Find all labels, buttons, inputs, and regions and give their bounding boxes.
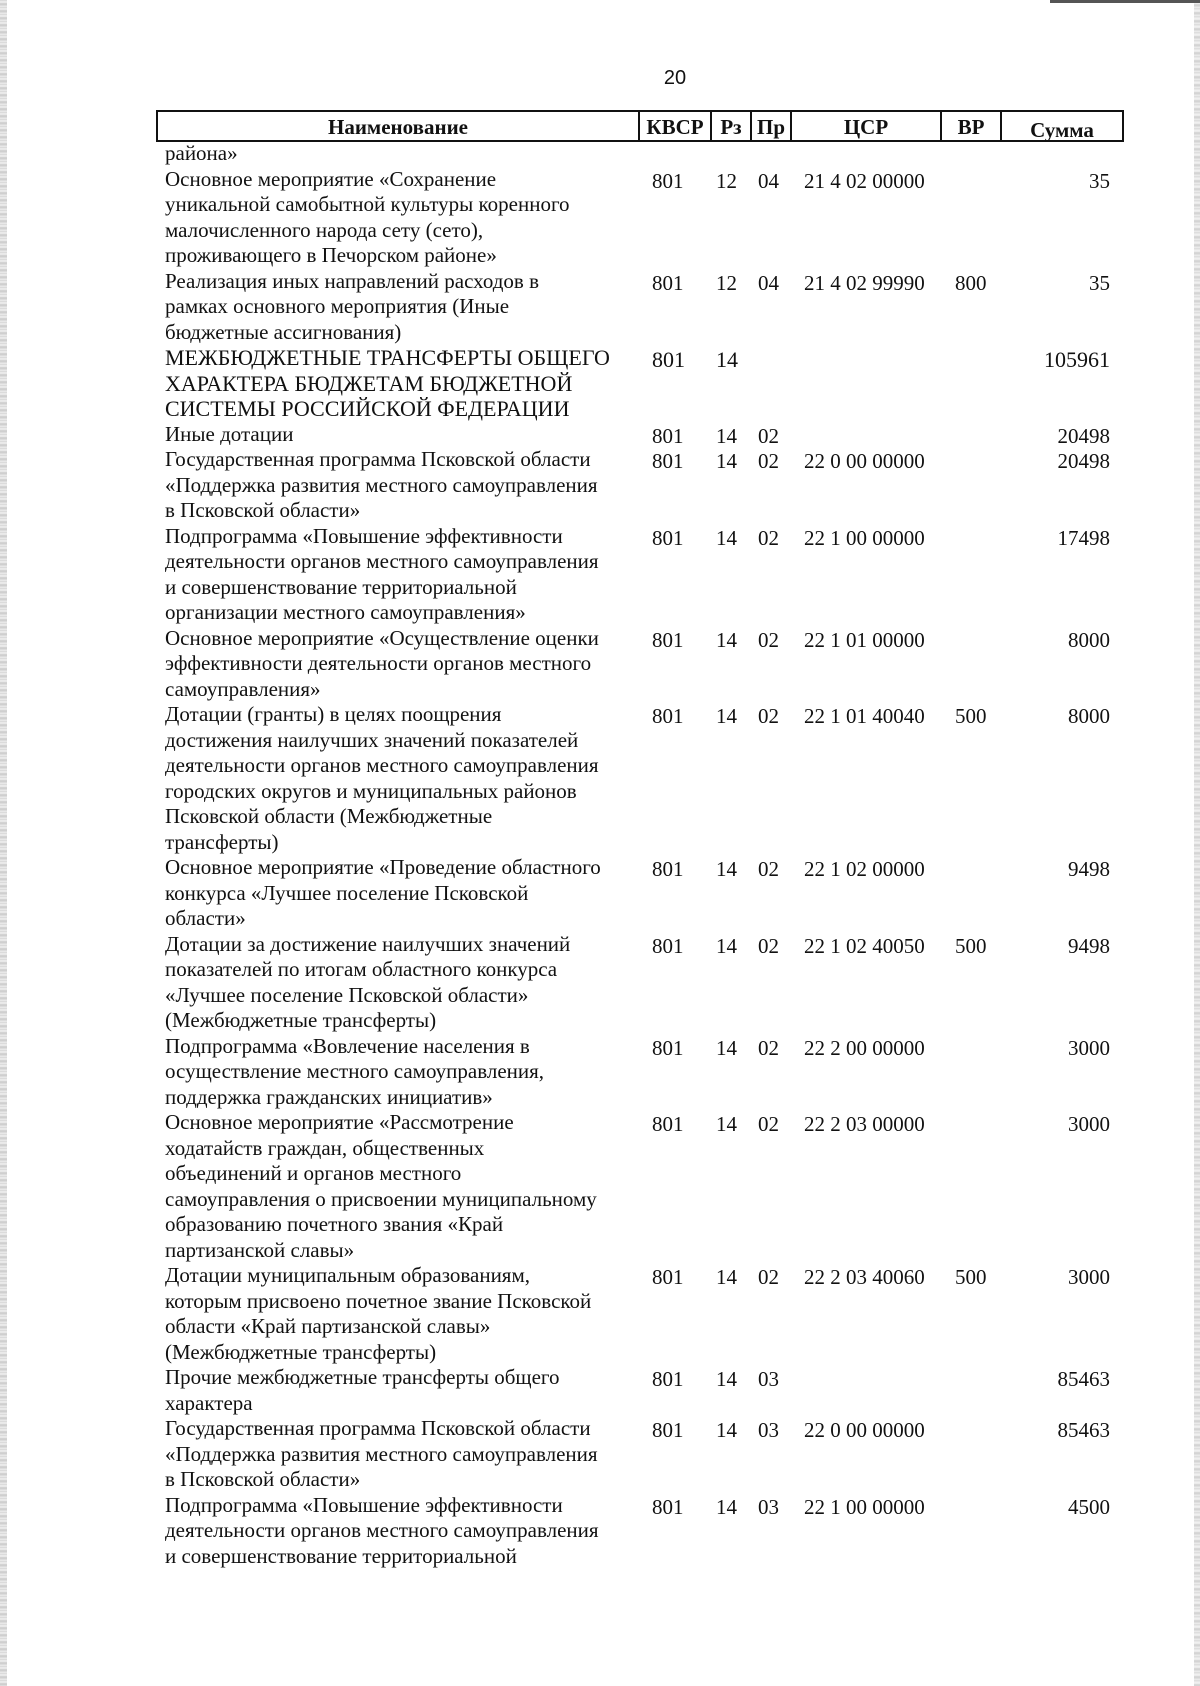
row-kvsr: 801 [652,1035,684,1060]
row-name-line: Псковской области (Межбюджетные [165,804,493,828]
row-pr: 02 [758,1265,779,1289]
table-row [0,1110,1200,1263]
row-pr: 04 [758,168,779,193]
row-pr: 02 [758,525,779,550]
row-name-line: объединений и органов местного [165,1161,462,1185]
row-kvsr: 801 [652,1494,684,1519]
row-pr: 02 [758,704,779,728]
row-name [165,422,629,448]
row-name [165,626,629,703]
row-kvsr: 801 [652,423,684,448]
row-sum: 4500 [1068,1494,1110,1519]
row-rz: 14 [716,1494,737,1519]
row-name-line: организации местного самоуправления» [165,600,526,624]
row-rz: 14 [716,1367,737,1391]
row-name-line: «Лучшее поселение Псковской области» [165,982,529,1007]
row-kvsr: 801 [652,1112,684,1136]
table-row [0,1493,1200,1570]
row-kvsr: 801 [652,704,684,728]
row-sum: 3000 [1068,1035,1110,1060]
table-row [0,269,1200,346]
row-name-line: Подпрограмма «Повышение эффективности [165,523,563,548]
row-name-line: Государственная программа Псковской области [165,1416,591,1440]
row-sum: 35 [1089,270,1110,295]
row-sum: 9498 [1068,857,1110,881]
table-row [0,932,1200,1034]
row-rz: 12 [716,168,737,193]
row-csr: 22 2 00 00000 [804,1035,925,1060]
row-name-line: осуществление местного самоуправления, [165,1059,545,1083]
row-kvsr: 801 [652,525,684,550]
header-kvsr: КВСР [640,112,712,140]
row-pr: 02 [758,449,779,473]
row-csr: 22 1 02 00000 [804,857,925,881]
row-name-line: Основное мероприятие «Осуществление оценки [165,625,599,650]
row-sum: 3000 [1068,1112,1110,1136]
row-name [165,1365,629,1416]
row-name [165,1416,629,1493]
row-name-line: конкурса «Лучшее поселение Псковской [165,880,529,905]
row-sum: 8000 [1068,627,1110,652]
header-rz: Рз [712,112,752,140]
row-sum: 9498 [1068,933,1110,958]
row-name-line: «Поддержка развития местного самоуправления [165,1441,598,1466]
row-kvsr: 801 [652,168,684,193]
row-sum: 85463 [1057,1367,1110,1391]
row-name [165,167,629,269]
row-kvsr: 801 [652,1265,684,1289]
row-rz: 14 [716,347,738,372]
row-name [165,702,629,855]
row-name-line: Подпрограмма «Повышение эффективности [165,1492,563,1517]
row-pr: 02 [758,423,779,448]
row-rz: 14 [716,704,737,728]
row-name [165,1493,629,1570]
row-name-line: Дотации (гранты) в целях поощрения [165,702,502,726]
row-name [165,524,629,626]
row-rz: 14 [716,1265,737,1289]
row-sum: 17498 [1057,525,1110,550]
row-sum: 20498 [1057,449,1110,473]
row-kvsr: 801 [652,857,684,881]
row-name-line: района» [165,141,238,165]
row-name-line: проживающего в Печорском районе» [165,243,497,267]
row-name-line: МЕЖБЮДЖЕТНЫЕ ТРАНСФЕРТЫ ОБЩЕГО [165,345,610,370]
row-name-line: достижения наилучших значений показателей [165,727,579,752]
row-name-line: Подпрограмма «Вовлечение населения в [165,1033,530,1058]
row-name-line: поддержка гражданских инициатив» [165,1084,493,1109]
row-name [165,1034,629,1111]
page-number: 20 [663,67,687,89]
row-name-line: Дотации за достижение наилучших значений [165,931,571,956]
row-name [165,269,629,346]
row-name-line: образованию почетного звания «Край [165,1212,504,1236]
row-name-line: малочисленного народа сету (сето), [165,217,484,242]
row-vr: 500 [955,1265,987,1289]
row-name-line: Дотации муниципальным образованиям, [165,1263,531,1287]
row-sum: 85463 [1057,1418,1110,1442]
header-name: Наименование [158,112,640,140]
row-name-line: ходатайств граждан, общественных [165,1135,485,1160]
row-csr: 22 1 02 40050 [804,933,925,958]
row-pr: 04 [758,270,779,295]
row-name-line: самоуправления о присвоении муниципальному [165,1186,597,1211]
row-name-line: (Межбюджетные трансферты) [165,1008,437,1032]
row-vr: 500 [955,704,987,728]
row-vr: 500 [955,933,987,958]
row-name [165,855,629,932]
row-name-line: (Межбюджетные трансферты) [165,1339,437,1364]
row-rz: 12 [716,270,737,295]
row-rz: 14 [716,449,737,473]
row-name-line: Реализация иных направлений расходов в [165,268,540,293]
row-csr: 22 0 00 00000 [804,1418,925,1442]
row-kvsr: 801 [652,270,684,295]
row-name-line: деятельности органов местного самоуправления [165,1518,599,1542]
row-name-line: Основное мероприятие «Сохранение [165,166,497,191]
row-name-line: и совершенствование территориальной [165,574,517,599]
row-name-line: бюджетные ассигнования) [165,319,402,344]
row-rz: 14 [716,933,737,958]
row-name [165,447,629,524]
row-rz: 14 [716,525,737,550]
row-csr: 22 2 03 00000 [804,1112,925,1136]
row-name-line: деятельности органов местного самоуправления [165,549,599,573]
row-csr: 22 1 00 00000 [804,525,925,550]
row-csr: 22 1 00 00000 [804,1494,925,1519]
row-name-line: и совершенствование территориальной [165,1543,517,1568]
row-kvsr: 801 [652,347,685,372]
table-row [0,524,1200,626]
table-row [0,345,1200,422]
table-row [0,1034,1200,1111]
row-name-line: уникальной самобытной культуры коренного [165,192,570,216]
row-rz: 14 [716,857,737,881]
row-name [165,141,629,167]
row-name-line: городских округов и муниципальных районов [165,778,577,803]
row-kvsr: 801 [652,627,684,652]
row-sum: 105961 [1044,347,1110,372]
row-name-line: в Псковской области» [165,1467,361,1491]
row-name-line: «Поддержка развития местного самоуправления [165,472,598,497]
row-rz: 14 [716,1112,737,1136]
row-sum: 8000 [1068,704,1110,728]
row-kvsr: 801 [652,449,684,473]
row-pr: 03 [758,1367,779,1391]
row-name-line: которым присвоено почетное звание Псковской [165,1288,592,1313]
row-rz: 14 [716,1418,737,1442]
table-row [0,167,1200,269]
row-name-line: Основное мероприятие «Рассмотрение [165,1110,514,1134]
table-row [0,422,1200,448]
row-name-line: показателей по итогам областного конкурса [165,957,558,981]
header-csr: ЦСР [792,112,942,140]
row-csr: 21 4 02 00000 [804,168,925,193]
row-csr: 22 1 01 00000 [804,627,925,652]
table-row [0,702,1200,855]
row-rz: 14 [716,423,737,448]
table-row [0,1263,1200,1365]
row-name-line: трансферты) [165,829,279,854]
row-csr: 22 0 00 00000 [804,449,925,473]
table-row [0,626,1200,703]
row-name-line: области «Край партизанской славы» [165,1314,491,1338]
row-sum: 35 [1089,168,1110,193]
row-name-line: Прочие межбюджетные трансферты общего [165,1365,560,1389]
row-name-line: Иные дотации [165,421,294,446]
header-sum: Сумма [1030,118,1094,142]
row-name-line: области» [165,906,246,930]
row-kvsr: 801 [652,1418,684,1442]
row-csr: 21 4 02 99990 [804,270,925,295]
row-name-line: эффективности деятельности органов местного [165,651,592,675]
row-vr: 800 [955,270,987,295]
row-name-line: деятельности органов местного самоуправления [165,753,599,777]
table-row [0,855,1200,932]
row-pr: 02 [758,1035,779,1060]
row-name-line: Государственная программа Псковской области [165,447,591,471]
row-sum: 20498 [1057,423,1110,448]
row-name [165,932,629,1034]
row-pr: 02 [758,857,779,881]
row-name [165,1263,629,1365]
table-row [0,447,1200,524]
row-pr: 03 [758,1418,779,1442]
header-pr: Пр [752,112,792,140]
row-sum: 3000 [1068,1265,1110,1289]
row-pr: 02 [758,627,779,652]
row-pr: 02 [758,933,779,958]
row-name [165,1110,629,1263]
row-name [165,345,629,422]
row-pr: 03 [758,1494,779,1519]
row-csr: 22 1 01 40040 [804,704,925,728]
table-body [0,141,1200,1569]
table-row [0,141,1200,167]
row-name-line: рамках основного мероприятия (Иные [165,294,510,318]
row-name-line: Основное мероприятие «Проведение областного [165,855,601,879]
table-row [0,1365,1200,1416]
row-kvsr: 801 [652,1367,684,1391]
row-pr: 02 [758,1112,779,1136]
row-csr: 22 2 03 40060 [804,1265,925,1289]
row-name-line: партизанской славы» [165,1237,355,1262]
row-name-line: самоуправления» [165,676,321,701]
row-rz: 14 [716,627,737,652]
row-kvsr: 801 [652,933,684,958]
row-name-line: характера [165,1390,253,1415]
header-vr: ВР [942,112,1002,140]
row-name-line: в Псковской области» [165,498,361,522]
table-row [0,1416,1200,1493]
scan-corner-mark [1050,0,1200,3]
row-rz: 14 [716,1035,737,1060]
table-header [156,110,1124,142]
row-name-line: СИСТЕМЫ РОССИЙСКОЙ ФЕДЕРАЦИИ [165,396,570,421]
row-name-line: ХАРАКТЕРА БЮДЖЕТАМ БЮДЖЕТНОЙ [165,370,573,396]
